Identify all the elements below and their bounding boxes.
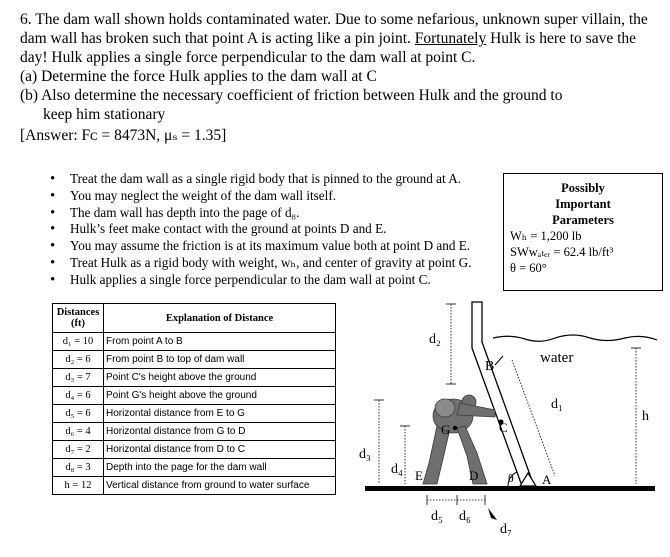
label-d2: d₂ xyxy=(429,332,441,347)
label-d1: d₁ xyxy=(551,397,563,412)
fortunately-word: Fortunately xyxy=(414,30,487,47)
assumptions-list xyxy=(50,171,510,289)
point-g xyxy=(453,426,457,430)
bullet-item: • The dam wall has depth into the page of d₈. xyxy=(50,205,510,222)
arrow-b xyxy=(495,356,503,365)
label-water: water xyxy=(540,350,574,366)
bullet-item: • Hulk applies a single force perpendicular to the dam wall at point C. xyxy=(50,272,510,289)
table-row: d₇ = 2 Horizontal distance from D to C xyxy=(53,441,336,459)
col-explanation-header: Explanation of Distance xyxy=(104,304,336,333)
bullet-item: • You may neglect the weight of the dam wall itself. xyxy=(50,188,510,205)
d7-arrow-icon xyxy=(488,508,497,520)
problem-intro: 6. The dam wall shown holds contaminated water. Due to some nefarious, unknown super villain, the dam wall has broken such that point A is acting like a pin joint. Fortunately Hulk is here to save the day! Hulk applies a single force perpendicular to the dam wall at point C. xyxy=(20,11,648,66)
table-row: d₆ = 4 Horizontal distance from G to D xyxy=(53,423,336,441)
table-row: d₄ = 6 Point G's height above the ground xyxy=(53,387,336,405)
label-a: A xyxy=(542,472,552,487)
table-row: d₂ = 6 From point B to top of dam wall xyxy=(53,351,336,369)
table-row: d₁ = 10 From point A to B xyxy=(53,333,336,351)
param-theta: θ = 60° xyxy=(510,261,547,275)
bullet-item: • Treat Hulk as a rigid body with weight, wₕ, and center of gravity at point G. xyxy=(50,255,510,272)
parameters-box xyxy=(503,173,663,291)
parameters-header: Possibly Important Parameters xyxy=(552,181,614,227)
ground-line xyxy=(365,486,655,491)
hulk-figure xyxy=(423,395,495,484)
label-e: E xyxy=(415,468,423,483)
distances-table xyxy=(52,303,336,495)
bullet-item: • Hulk’s feet make contact with the ground at points D and E. xyxy=(50,221,510,238)
part-a: (a) Determine the force Hulk applies to the dam wall at C xyxy=(20,68,377,85)
table-row: d₃ = 7 Point C's height above the ground xyxy=(53,369,336,387)
label-g: G xyxy=(441,422,451,437)
label-d: D xyxy=(469,468,479,483)
answer: [Answer: Fᴄ = 8473N, μₛ = 1.35] xyxy=(20,127,227,144)
bullet-item: • Treat the dam wall as a single rigid body that is pinned to the ground at A. xyxy=(50,171,510,188)
label-d4: d₄ xyxy=(391,462,403,477)
table-row: d₈ = 3 Depth into the page for the dam wall xyxy=(53,459,336,477)
table-row: h = 12 Vertical distance from ground to water surface xyxy=(53,477,336,495)
param-weight: Wₕ = 1,200 lb xyxy=(510,229,582,243)
label-h: h xyxy=(642,409,649,424)
label-c: C xyxy=(499,420,508,435)
label-d7: d₇ xyxy=(500,522,512,537)
part-b-line2: keep him stationary xyxy=(43,106,166,123)
bullet-item: • You may assume the friction is at its maximum value both at point D and E. xyxy=(50,238,510,255)
col-distances-header: Distances (ft) xyxy=(53,304,104,333)
problem-statement xyxy=(20,10,660,145)
table-row: d₅ = 6 Horizontal distance from E to G xyxy=(53,405,336,423)
label-b: B xyxy=(485,359,495,374)
label-d6: d₆ xyxy=(459,509,471,524)
water-surface xyxy=(493,335,657,341)
dam-figure xyxy=(345,298,665,548)
label-d3: d₃ xyxy=(359,447,371,462)
param-specific-weight: SWᴡₐₜₑᵣ = 62.4 lb/ft³ xyxy=(510,245,614,259)
label-d5: d₅ xyxy=(431,509,443,524)
theta-label: θ xyxy=(508,471,514,485)
part-b-line1: (b) Also determine the necessary coefficient of friction between Hulk and the ground to xyxy=(20,87,563,104)
table-header-row xyxy=(53,304,336,333)
